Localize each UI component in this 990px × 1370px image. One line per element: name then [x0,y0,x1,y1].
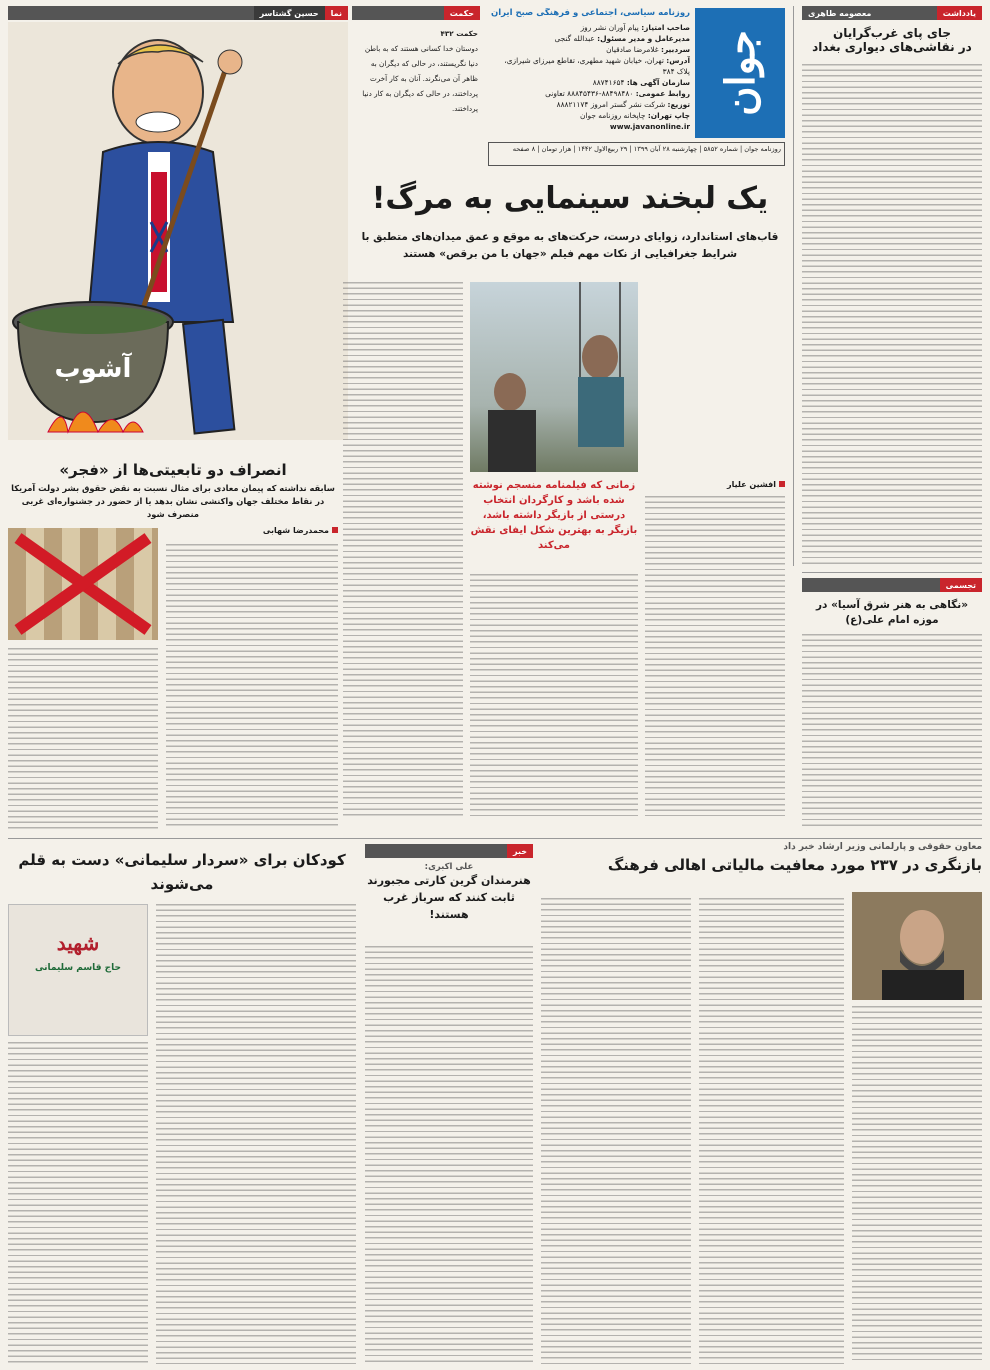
tax-photo-drawing [852,892,982,1000]
yaddasht-title-block [802,26,982,58]
masthead-website[interactable]: www.javanonline.ir [609,122,690,131]
fajr-cross-icon [8,528,158,640]
lead-photo [470,282,638,472]
fajr-author: محمدرضا شهابی [178,526,338,538]
fajr-col-1 [166,544,338,829]
tax-col-2 [699,898,844,1364]
tax-col-3 [541,898,691,1364]
soleimani-poster-word: شهید [56,931,100,955]
masthead-tagline: روزنامه سیاسی، اجتماعی و فرهنگی صبح ایران [490,8,690,18]
tax-title-block [542,842,982,892]
lead-col-2 [470,574,638,816]
khabar-tag [365,844,533,858]
soleimani-poster-sub: حاج قاسم سلیمانی [35,963,121,973]
cartoon-author: حسین گشتاسر [254,6,325,20]
cartoon-image [8,22,348,440]
kartar-title: هنرمندان گرین کارتی مجبورند ثابت کنند که سرباز غرب هستند! [367,874,531,921]
tax-kicker: معاون حقوقی و پارلمانی وزیر ارشاد خبر داد [783,842,982,852]
asia-body [802,634,982,829]
lead-author: افشین علیار [645,480,785,492]
soleimani-title: کودکان برای «سردار سلیمانی» دست به قلم می‌شوند [18,851,346,893]
soleimani-col-2 [8,1042,148,1364]
cartoon-tag [8,6,348,20]
yaddasht-tag-label: یادداشت [937,6,982,20]
fajr-title-block [8,458,338,524]
cartoon-tag-label: نما [325,6,348,20]
kartar-title-block [365,862,533,942]
lead-col-1 [645,496,785,816]
khabar-tag-label: خبر [507,844,533,858]
hekmat-tag [352,6,480,20]
lead-col-3 [343,282,463,816]
issue-line: روزنامه جوان | شماره ۵۸۵۲ | چهارشنبه ۲۸ آبان ۱۳۹۹ | ۲۹ ربیع‌الاول ۱۴۴۲ | هزار تومان | ۸ صفحه [488,142,785,166]
lead-subtitle: قاب‌های استاندارد، زوایای درست، حرکت‌های به موقع و عمق میدان‌های متطبق با شرایط جغرافیایی از نکات مهم فیلم «جهان با من برقص» هستند [361,231,779,260]
yaddasht-kicker: جای پای غرب‌گرایان [832,26,952,40]
fajr-title: انصراف دو تابعیتی‌ها از «فجر» [59,461,287,479]
masthead-logo: جوان [695,8,785,138]
kartar-kicker: علی اکبری: [424,862,474,872]
hekmat-text: دوستان خدا کسانی هستند که به باطن دنیا نگریستند، در حالی که دیگران به ظاهر آن می‌نگرند. آنان به کار آخرت پرداختند، در حالی که دیگران به کار دنیا پرداختند. [362,44,478,113]
cartoon-drawing [8,22,348,440]
yaddasht-body [802,64,982,564]
yaddasht-tag [802,6,982,20]
yaddasht-title: در نقاشی‌های دیواری بغداد [812,40,972,54]
tax-photo [852,892,982,1000]
asia-tag [802,578,982,592]
masthead-info: روزنامه سیاسی، اجتماعی و فرهنگی صبح ایران صاحب امتیاز: پیام آوران نشر روز مدیرعامل و مدیر مسئول: عبدالله گنجی سردبیر: غلامرضا صادقیان آدرس: تهران، خیابان شهید مطهری، تقاطع میرزای شیرازی، پلاک ۳۸۴ سازمان آگهی ها: ۸۸۷۴۱۶۵۴ روابط عمومی: ۸۸۴۹۸۴۸۰-۸۸۸۴۵۴۳۶ تعاونی توزیع: شرکت نشر گستر امروز ۸۸۸۲۱۱۷۴ چاپ تهران: چاپخانه روزنامه جوان www.javanonline.ir [490,8,690,131]
tax-col-1 [852,1006,982,1364]
cartoon-pot-label: آشوب [54,354,132,384]
asia-title-block [802,598,982,630]
soleimani-title-block [8,848,356,900]
hekmat-body [354,26,478,146]
lead-title-block [355,175,785,275]
tax-title: بازنگری در ۲۳۷ مورد معافیت مالیاتی اهالی فرهنگ [607,856,982,874]
yaddasht-author: معصومه طاهری [802,6,877,20]
fajr-subtitle: سابقه نداشته که پیمان معادی برای مثال نسبت به نقض حقوق بشر دولت آمریکا در نقاط مختلف جهان واکنشی نشان بدهد یا از حضور در جشنواره‌ای غربی منصرف شود [11,483,335,519]
kartar-body [365,946,533,1364]
asia-tag-label: تجسمی [940,578,982,592]
hekmat-number: حکمت ۴۳۲ [440,29,478,38]
lead-title: یک لبخند سینمایی به مرگ! [371,181,769,216]
soleimani-poster [8,904,148,1036]
fajr-photo [8,528,158,640]
lead-photo-drawing [470,282,638,472]
fajr-col-2 [8,648,158,829]
soleimani-col-1 [156,904,356,1364]
lead-pullquote: زمانی که فیلمنامه منسجم نوشته شده باشد و کارگردان انتخاب درستی از بازیگر داشته باشد، بازیگر به بهترین شکل ایفای نقش می‌کند [470,480,638,551]
hekmat-tag-label: حکمت [444,6,480,20]
asia-title: «نگاهی به هنر شرق آسیا» در موزه امام علی(ع) [816,599,968,626]
